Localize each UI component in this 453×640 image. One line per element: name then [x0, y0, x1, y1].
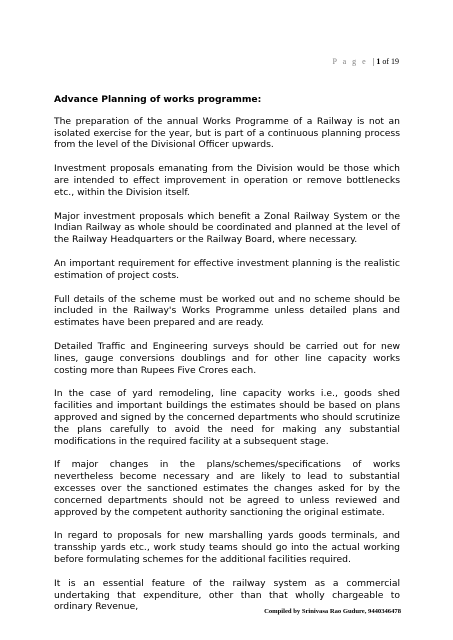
page-header	[332, 57, 399, 66]
paragraph-6: Detailed Traffic and Engineering surveys should be carried out for new lines, gauge conversions doublings and for other line capacity works costing more than Rupees Five Crores each.	[54, 340, 400, 376]
page-total: of 19	[382, 57, 399, 66]
paragraph-8: If major changes in the plans/schemes/specifications of works nevertheless become necessary and are likely to lead to substantial excesses over the sanctioned estimates the changes asked for by the concerned departments should not be agreed to unless reviewed and approved by the competent authority sanctioning the original estimate.	[54, 459, 400, 518]
paragraph-4: An important requirement for effective investment planning is the realistic estimation of project costs.	[54, 257, 400, 281]
paragraph-10: It is an essential feature of the railway system as a commercial undertaking that expenditure, other than that wholly chargeable to ordinary Revenue,	[54, 577, 400, 613]
paragraph-5: Full details of the scheme must be worked out and no scheme should be included in the Railway's Works Programme unless detailed plans and estimates have been prepared and are ready.	[54, 293, 400, 329]
paragraph-2: Investment proposals emanating from the Division would be those which are intended to effect improvement in operation or remove bottlenecks etc., within the Division itself.	[54, 163, 400, 198]
paragraph-3: Major investment proposals which benefit a Zonal Railway System or the Indian Railway as whole should be coordinated and planned at the level of the Railway Headquarters or the Railway Board, where necessary.	[54, 210, 400, 246]
paragraph-7: In the case of yard remodeling, line capacity works i.e., goods shed facilities and important buildings the estimates should be based on plans approved and signed by the concerned departments who should scrutinize the plans carefully to avoid the need for making any substantial modifications in the required facility at a subsequent stage.	[54, 388, 400, 447]
page-footer: Compiled by Srinivasa Rao Gudure, 9440346478	[264, 608, 401, 615]
section-title: Advance Planning of works programme:	[54, 94, 262, 105]
document-body	[54, 94, 400, 625]
page-number: 1	[376, 57, 381, 66]
paragraph-1: The preparation of the annual Works Programme of a Railway is not an isolated exercise for the year, but is part of a continuous planning process from the level of the Divisional Officer upwards.	[54, 115, 400, 151]
paragraph-9: In regard to proposals for new marshalling yards goods terminals, and transship yards etc., work study teams should go into the actual working before formulating schemes for the additional facilities required.	[54, 530, 400, 565]
page-separator: |	[372, 57, 375, 66]
page-label: P a g e	[332, 57, 368, 66]
